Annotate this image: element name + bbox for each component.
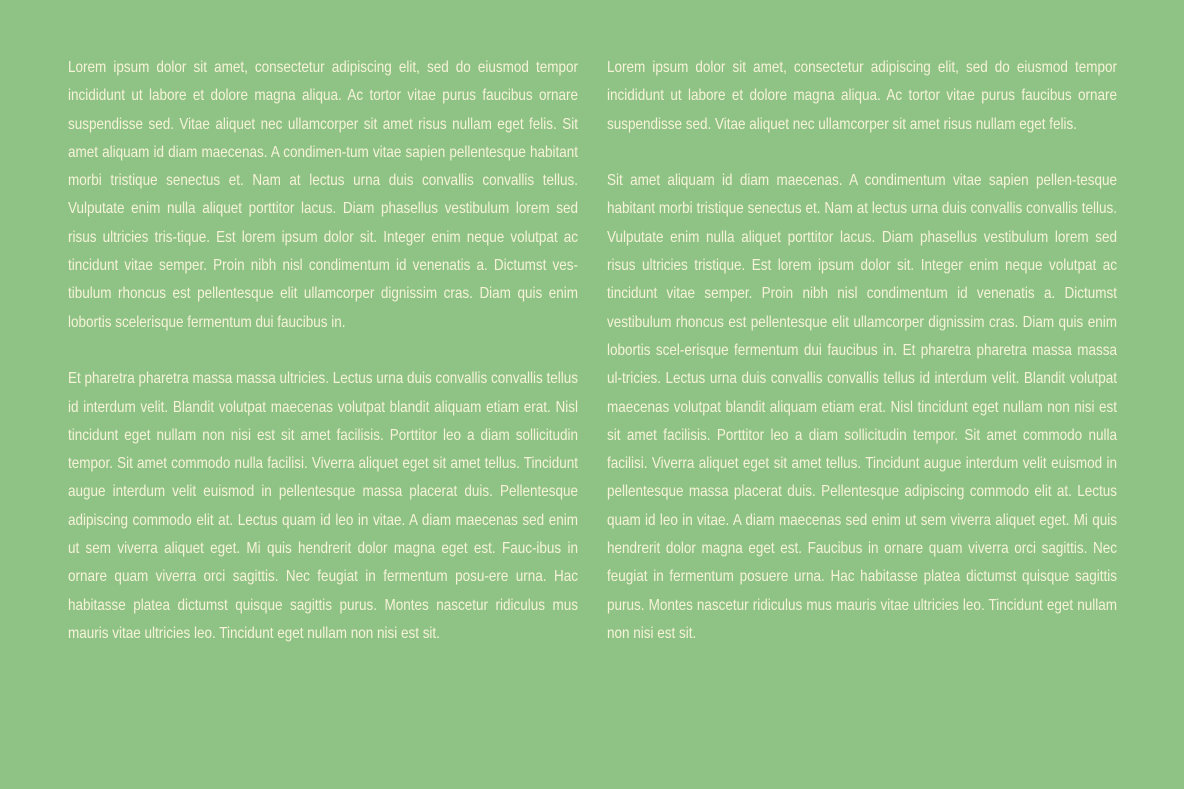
right-paragraph-1: Lorem ipsum dolor sit amet, consectetur adipiscing elit, sed do eiusmod tempor incididunt ut labore et dolore magna aliqua. Ac tortor vitae purus faucibus ornare suspendisse sed. Vitae aliquet nec ullamcorper sit amet risus nullam eget felis. — [607, 59, 1117, 133]
right-paragraph-2: Sit amet aliquam id diam maecenas. A condimentum vitae sapien pellen-tesque habitant morbi tristique senectus et. Nam at lectus urna duis convallis convallis tellus. Vulputate enim nulla aliquet porttitor lacus. Diam phasellus vestibulum lorem sed risus ultricies tristique. Est lorem ipsum dolor sit. Integer enim neque volutpat ac tincidunt vitae semper. Proin nibh nisl condimentum id venenatis a. Dictumst vestibulum rhoncus est pellentesque elit ullamcorper dignissim cras. Diam quis enim lobortis scel-erisque fermentum dui faucibus in. Et pharetra pharetra massa massa ul-tricies. Lectus urna duis convallis convallis tellus id interdum velit. Blandit volutpat maecenas volutpat blandit aliquam etiam erat. Nisl tincidunt eget nullam non nisi est sit amet facilisis. Porttitor leo a diam sollicitudin tempor. Sit amet commodo nulla facilisi. Viverra aliquet eget sit amet tellus. Tincidunt augue interdum velit euismod in pellentesque massa placerat duis. Pellentesque adipiscing commodo elit at. Lectus quam id leo in vitae. A diam maecenas sed enim ut sem viverra aliquet eget. Mi quis hendrerit dolor magna eget est. Faucibus in ornare quam viverra orci sagittis. Nec feugiat in fermentum posuere urna. Hac habitasse platea dictumst quisque sagittis purus. Montes nascetur ridiculus mus mauris vitae ultricies leo. Tincidunt eget nullam non nisi est sit. — [607, 172, 1117, 642]
left-paragraph-1: Lorem ipsum dolor sit amet, consectetur adipiscing elit, sed do eiusmod tempor incididunt ut labore et dolore magna aliqua. Ac tortor vitae purus faucibus ornare suspendisse sed. Vitae aliquet nec ullamcorper sit amet risus nullam eget felis. Sit amet aliquam id diam maecenas. A condimen-tum vitae sapien pellentesque habitant morbi tristique senectus et. Nam at lectus urna duis convallis convallis tellus. Vulputate enim nulla aliquet porttitor lacus. Diam phasellus vestibulum lorem sed risus ultricies tris-tique. Est lorem ipsum dolor sit. Integer enim neque volutpat ac tincidunt vitae semper. Proin nibh nisl condimentum id venenatis a. Dictumst ves-tibulum rhoncus est pellentesque elit ullamcorper dignissim cras. Diam quis enim lobortis scelerisque fermentum dui faucibus in. — [68, 59, 578, 331]
left-text-column — [68, 54, 578, 677]
right-text-column — [607, 54, 1117, 677]
left-paragraph-2: Et pharetra pharetra massa massa ultricies. Lectus urna duis convallis convallis tellus id interdum velit. Blandit volutpat maecenas volutpat blandit aliquam etiam erat. Nisl tincidunt eget nullam non nisi est sit amet facilisis. Porttitor leo a diam sollicitudin tempor. Sit amet commodo nulla facilisi. Viverra aliquet eget sit amet tellus. Tincidunt augue interdum velit euismod in pellentesque massa placerat duis. Pellentesque adipiscing commodo elit at. Lectus quam id leo in vitae. A diam maecenas sed enim ut sem viverra aliquet eget. Mi quis hendrerit dolor magna eget est. Fauc-ibus in ornare quam viverra orci sagittis. Nec feugiat in fermentum posu-ere urna. Hac habitasse platea dictumst quisque sagittis purus. Montes nascetur ridiculus mus mauris vitae ultricies leo. Tincidunt eget nullam non nisi est sit. — [68, 370, 578, 642]
